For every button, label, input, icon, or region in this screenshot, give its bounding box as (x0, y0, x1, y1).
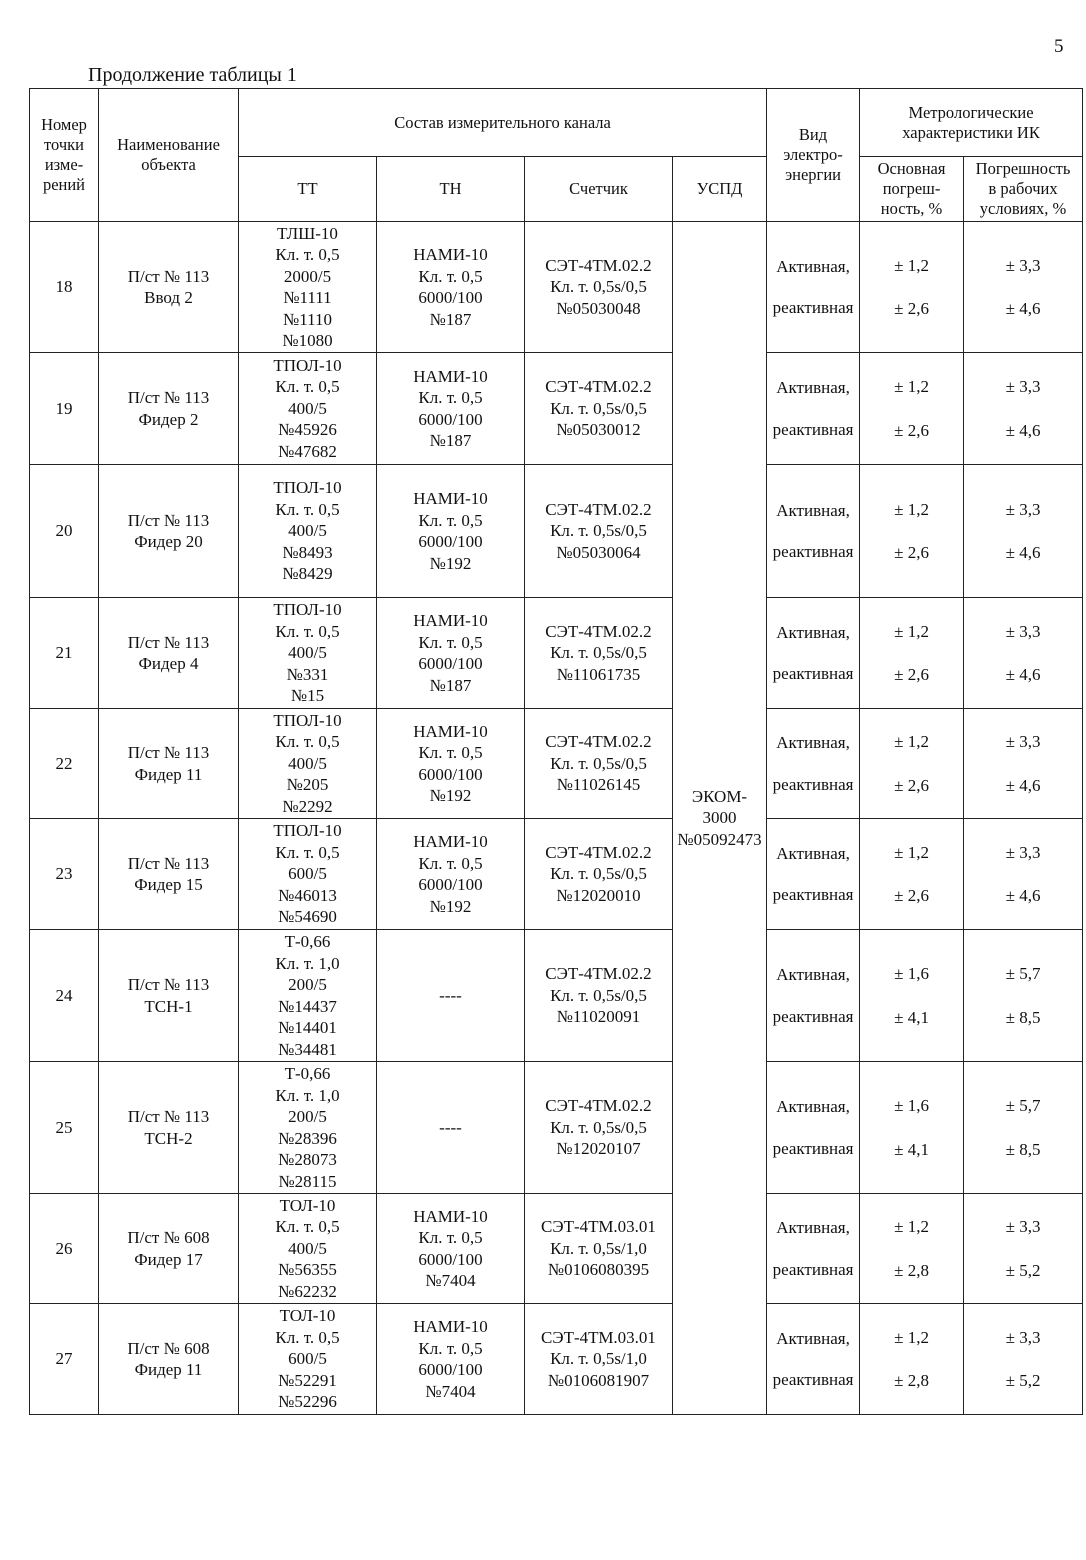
point-number-cell: 18 (30, 222, 99, 353)
object-name-cell: П/ст № 608 Фидер 11 (99, 1304, 239, 1415)
header-energy-kind: Вид электро- энергии (767, 89, 860, 222)
basic-error-cell: ± 1,2 ± 2,6 (860, 598, 964, 709)
table-row (30, 1062, 1083, 1194)
basic-error-cell: ± 1,2 ± 2,6 (860, 353, 964, 465)
energy-kind-cell: Активная, реактивная (767, 353, 860, 465)
header-channel-composition: Состав измерительного канала (239, 89, 767, 157)
object-name-cell: П/ст № 113 ТСН-1 (99, 930, 239, 1062)
page-number: 5 (1054, 36, 1064, 57)
object-name-cell: П/ст № 113 Ввод 2 (99, 222, 239, 353)
basic-error-cell: ± 1,6 ± 4,1 (860, 1062, 964, 1194)
energy-kind-cell: Активная, реактивная (767, 1062, 860, 1194)
point-number-cell: 19 (30, 353, 99, 465)
energy-kind-cell: Активная, реактивная (767, 819, 860, 930)
meter-cell: СЭТ-4ТМ.02.2 Кл. т. 0,5s/0,5 №05030012 (525, 353, 673, 465)
tn-cell: ---- (377, 1062, 525, 1194)
working-error-cell: ± 3,3 ± 4,6 (964, 353, 1083, 465)
point-number-cell: 21 (30, 598, 99, 709)
object-name-cell: П/ст № 113 Фидер 2 (99, 353, 239, 465)
meter-cell: СЭТ-4ТМ.02.2 Кл. т. 0,5s/0,5 №11061735 (525, 598, 673, 709)
tt-cell: ТОЛ-10 Кл. т. 0,5 600/5 №52291 №52296 (239, 1304, 377, 1415)
working-error-cell: ± 5,7 ± 8,5 (964, 1062, 1083, 1194)
meter-cell: СЭТ-4ТМ.03.01 Кл. т. 0,5s/1,0 №0106080395 (525, 1194, 673, 1304)
energy-kind-cell: Активная, реактивная (767, 1194, 860, 1304)
point-number-cell: 23 (30, 819, 99, 930)
meter-cell: СЭТ-4ТМ.02.2 Кл. т. 0,5s/0,5 №11020091 (525, 930, 673, 1062)
table-row (30, 1304, 1083, 1415)
tn-cell: НАМИ-10 Кл. т. 0,5 6000/100 №187 (377, 353, 525, 465)
table-row (30, 819, 1083, 930)
point-number-cell: 27 (30, 1304, 99, 1415)
table-row (30, 930, 1083, 1062)
basic-error-cell: ± 1,2 ± 2,6 (860, 465, 964, 598)
basic-error-cell: ± 1,2 ± 2,6 (860, 819, 964, 930)
meter-cell: СЭТ-4ТМ.02.2 Кл. т. 0,5s/0,5 №12020010 (525, 819, 673, 930)
working-error-cell: ± 5,7 ± 8,5 (964, 930, 1083, 1062)
tn-cell: НАМИ-10 Кл. т. 0,5 6000/100 №187 (377, 598, 525, 709)
meter-cell: СЭТ-4ТМ.02.2 Кл. т. 0,5s/0,5 №05030064 (525, 465, 673, 598)
uspd-cell: ЭКОМ- 3000 №05092473 (673, 222, 767, 1415)
table-row (30, 709, 1083, 819)
working-error-cell: ± 3,3 ± 5,2 (964, 1194, 1083, 1304)
basic-error-cell: ± 1,6 ± 4,1 (860, 930, 964, 1062)
energy-kind-cell: Активная, реактивная (767, 598, 860, 709)
energy-kind-cell: Активная, реактивная (767, 1304, 860, 1415)
tt-cell: Т-0,66 Кл. т. 1,0 200/5 №14437 №14401 №34481 (239, 930, 377, 1062)
table-row (30, 353, 1083, 465)
meter-cell: СЭТ-4ТМ.02.2 Кл. т. 0,5s/0,5 №12020107 (525, 1062, 673, 1194)
point-number-cell: 25 (30, 1062, 99, 1194)
tt-cell: ТПОЛ-10 Кл. т. 0,5 400/5 №45926 №47682 (239, 353, 377, 465)
object-name-cell: П/ст № 113 Фидер 15 (99, 819, 239, 930)
meter-cell: СЭТ-4ТМ.02.2 Кл. т. 0,5s/0,5 №11026145 (525, 709, 673, 819)
point-number-cell: 22 (30, 709, 99, 819)
energy-kind-cell: Активная, реактивная (767, 465, 860, 598)
object-name-cell: П/ст № 113 Фидер 4 (99, 598, 239, 709)
basic-error-cell: ± 1,2 ± 2,8 (860, 1194, 964, 1304)
tn-cell: НАМИ-10 Кл. т. 0,5 6000/100 №7404 (377, 1304, 525, 1415)
tn-cell: НАМИ-10 Кл. т. 0,5 6000/100 №192 (377, 709, 525, 819)
tn-cell: НАМИ-10 Кл. т. 0,5 6000/100 №192 (377, 465, 525, 598)
header-meter: Счетчик (525, 157, 673, 222)
meter-cell: СЭТ-4ТМ.03.01 Кл. т. 0,5s/1,0 №0106081907 (525, 1304, 673, 1415)
header-tt: ТТ (239, 157, 377, 222)
header-object-name: Наименование объекта (99, 89, 239, 222)
tt-cell: ТПОЛ-10 Кл. т. 0,5 600/5 №46013 №54690 (239, 819, 377, 930)
tn-cell: ---- (377, 930, 525, 1062)
header-uspd: УСПД (673, 157, 767, 222)
header-tn: ТН (377, 157, 525, 222)
tt-cell: ТПОЛ-10 Кл. т. 0,5 400/5 №8493 №8429 (239, 465, 377, 598)
table-caption: Продолжение таблицы 1 (88, 64, 297, 86)
basic-error-cell: ± 1,2 ± 2,6 (860, 222, 964, 353)
working-error-cell: ± 3,3 ± 4,6 (964, 819, 1083, 930)
meter-cell: СЭТ-4ТМ.02.2 Кл. т. 0,5s/0,5 №05030048 (525, 222, 673, 353)
table-row (30, 1194, 1083, 1304)
measurement-channels-table (29, 88, 1083, 1415)
point-number-cell: 26 (30, 1194, 99, 1304)
tn-cell: НАМИ-10 Кл. т. 0,5 6000/100 №192 (377, 819, 525, 930)
tt-cell: ТПОЛ-10 Кл. т. 0,5 400/5 №331 №15 (239, 598, 377, 709)
basic-error-cell: ± 1,2 ± 2,8 (860, 1304, 964, 1415)
working-error-cell: ± 3,3 ± 4,6 (964, 222, 1083, 353)
object-name-cell: П/ст № 608 Фидер 17 (99, 1194, 239, 1304)
tt-cell: ТПОЛ-10 Кл. т. 0,5 400/5 №205 №2292 (239, 709, 377, 819)
basic-error-cell: ± 1,2 ± 2,6 (860, 709, 964, 819)
working-error-cell: ± 3,3 ± 4,6 (964, 598, 1083, 709)
table-row (30, 465, 1083, 598)
working-error-cell: ± 3,3 ± 4,6 (964, 709, 1083, 819)
tt-cell: ТЛШ-10 Кл. т. 0,5 2000/5 №1111 №1110 №1080 (239, 222, 377, 353)
object-name-cell: П/ст № 113 ТСН-2 (99, 1062, 239, 1194)
tt-cell: Т-0,66 Кл. т. 1,0 200/5 №28396 №28073 №28115 (239, 1062, 377, 1194)
point-number-cell: 24 (30, 930, 99, 1062)
working-error-cell: ± 3,3 ± 4,6 (964, 465, 1083, 598)
tn-cell: НАМИ-10 Кл. т. 0,5 6000/100 №187 (377, 222, 525, 353)
tt-cell: ТОЛ-10 Кл. т. 0,5 400/5 №56355 №62232 (239, 1194, 377, 1304)
energy-kind-cell: Активная, реактивная (767, 222, 860, 353)
energy-kind-cell: Активная, реактивная (767, 709, 860, 819)
object-name-cell: П/ст № 113 Фидер 20 (99, 465, 239, 598)
object-name-cell: П/ст № 113 Фидер 11 (99, 709, 239, 819)
table-row (30, 222, 1083, 353)
point-number-cell: 20 (30, 465, 99, 598)
working-error-cell: ± 3,3 ± 5,2 (964, 1304, 1083, 1415)
header-point-number: Номер точки изме- рений (30, 89, 99, 222)
energy-kind-cell: Активная, реактивная (767, 930, 860, 1062)
header-working-error: Погрешность в рабочих условиях, % (964, 157, 1083, 222)
table-row (30, 598, 1083, 709)
header-basic-error: Основная погреш- ность, % (860, 157, 964, 222)
tn-cell: НАМИ-10 Кл. т. 0,5 6000/100 №7404 (377, 1194, 525, 1304)
header-metrology: Метрологические характеристики ИК (860, 89, 1083, 157)
